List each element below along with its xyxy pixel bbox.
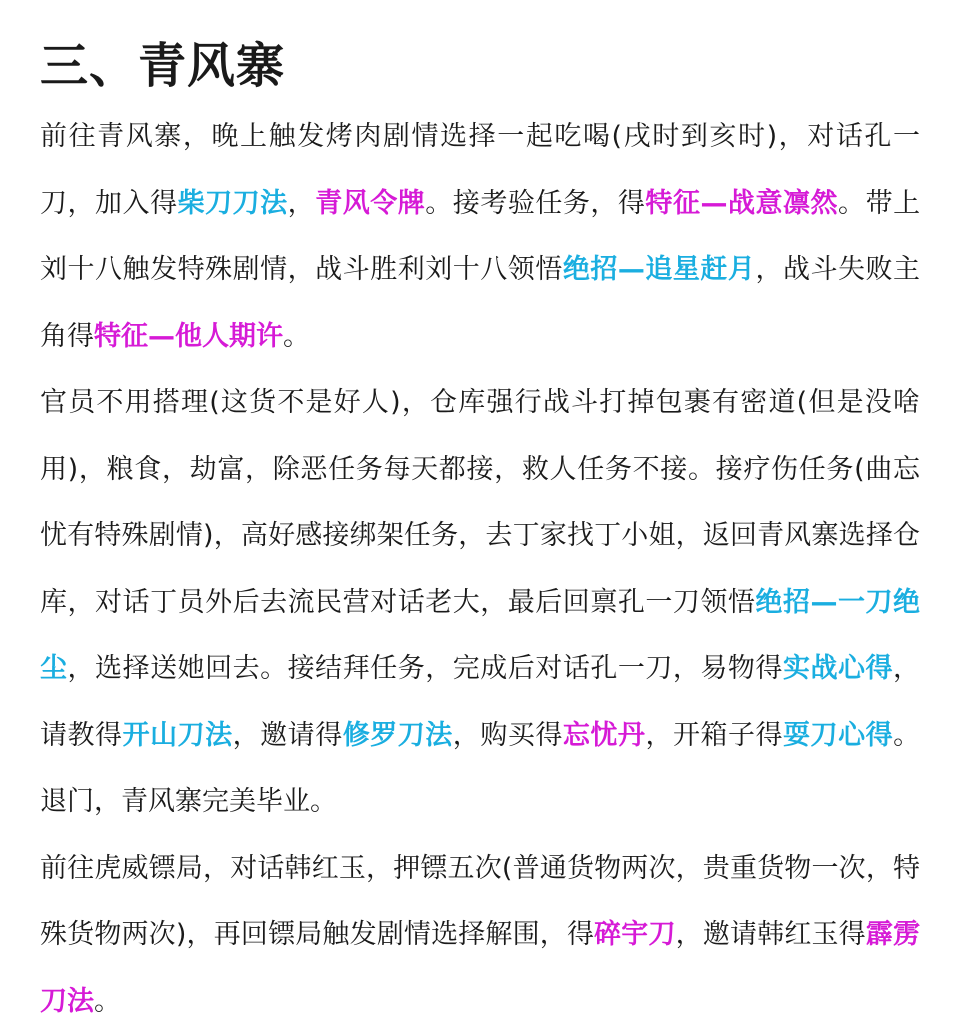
body-text: 。 (94, 985, 121, 1017)
body-text: 。退门，青风寨完美毕业。 (40, 719, 921, 817)
highlighted-term: 忘忧丹 (562, 719, 646, 751)
body-text: ，购买得 (452, 719, 563, 751)
document-page (40, 30, 920, 1035)
body-text: ，邀请韩红玉得 (675, 919, 866, 950)
paragraph-1 (40, 104, 920, 370)
body-text: 官员不用搭理(这货不是好人)，仓库强行战斗打掉包裹有密道(但是没啥用)，粮食，劫富，除恶任务每天都接，救人任务不接。接疗伤任务(曲忘忧有特殊剧情)，高好感接绑架任务，去丁家找丁小姐，返回青风寨选择仓库，对话丁员外后去流民营对话老大，最后回禀孔一刀领悟 (40, 387, 920, 618)
paragraph-2 (40, 370, 920, 836)
highlighted-term: 柴刀刀法 (177, 187, 288, 219)
highlighted-term: 开山刀法 (122, 719, 233, 751)
body-text: 。 (283, 320, 310, 352)
highlighted-term: 绝招—一刀绝尘 (40, 586, 921, 684)
highlighted-term: 实战心得 (782, 653, 894, 684)
highlighted-term: 青风令牌 (315, 187, 426, 219)
paragraph-3 (40, 836, 920, 1035)
body-text: ，选择送她回去。接结拜任务，完成后对话孔一刀，易物得 (67, 653, 783, 684)
body-text: 前往青风寨，晚上触发烤肉剧情选择一起吃喝(戌时到亥时)，对话孔一刀，加入得 (40, 121, 920, 219)
body-text: 。接考验任务，得 (425, 187, 646, 219)
highlighted-term: 特征—战意凛然 (645, 187, 839, 219)
highlighted-term: 修罗刀法 (342, 719, 453, 751)
body-text: 。带上刘十八触发特殊剧情，战斗胜利刘十八领悟 (40, 187, 921, 285)
highlighted-term: 霹雳刀法 (40, 919, 921, 1017)
body-text: ， (287, 187, 316, 219)
body-text: ，开箱子得 (645, 719, 784, 751)
highlighted-term: 绝招—追星赶月 (562, 254, 756, 285)
body-text: 前往虎威镖局，对话韩红玉，押镖五次(普通货物两次，贵重货物一次，特殊货物两次)，再回镖局触发剧情选择解围，得 (40, 852, 920, 950)
section-title: 三、青风寨 (40, 38, 286, 94)
body-text: ，请教得 (40, 653, 921, 751)
body-text: ，邀请得 (232, 719, 343, 751)
body-text: ，战斗失败主角得 (40, 254, 921, 352)
highlighted-term: 特征—他人期许 (94, 320, 283, 352)
highlighted-term: 碎宇刀 (594, 919, 676, 950)
highlighted-term: 耍刀心得 (783, 719, 894, 751)
document-body (40, 104, 920, 1035)
